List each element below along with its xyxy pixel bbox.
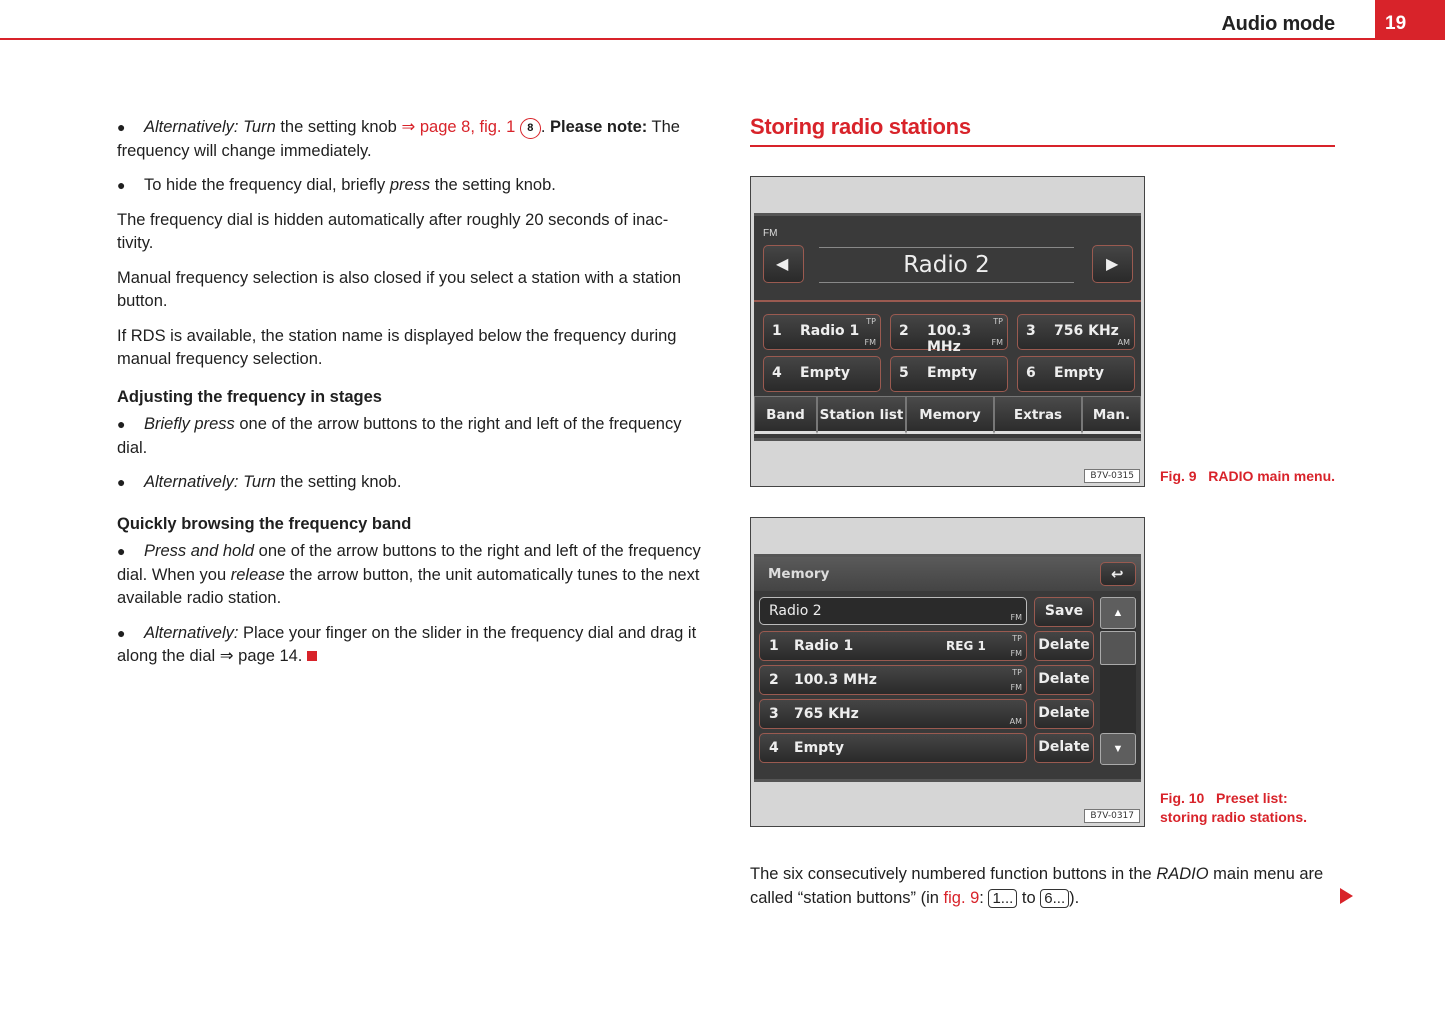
delete-button[interactable]: Delate [1034,699,1094,729]
tab-memory[interactable]: Memory [906,396,994,434]
tab-extras[interactable]: Extras [994,396,1082,434]
preset-region: REG 1 [946,639,986,653]
bullet-icon: ● [117,177,126,193]
preset-row[interactable] [759,665,1027,695]
station-button-label: 756 KHz [1054,323,1119,339]
page-link[interactable]: ⇒ page 14. [219,647,303,665]
arrow-up-icon: ▲ [1112,607,1124,619]
arrow-left-icon: ◀ [776,254,789,273]
delete-button[interactable]: Delate [1034,733,1094,763]
preset-label: Radio 1 [794,638,854,654]
station-button-label: Empty [927,365,977,381]
preset-label: Empty [794,740,844,756]
callout-number-icon: 8 [520,118,541,139]
preset-row[interactable] [759,699,1027,729]
page-number: 19 [1375,0,1445,40]
station-button-num: 2 [899,323,909,339]
bullet-item: ● To hide the frequency dial, briefly press the setting knob. [117,174,702,198]
preset-number: 1 [769,638,779,654]
back-button[interactable] [1100,562,1136,586]
station-button[interactable] [1017,314,1135,350]
section-rule [750,145,1335,147]
station-button-num: 5 [899,365,909,381]
bullet-icon: ● [117,474,126,490]
current-station-field: Radio 2 FM [759,597,1027,625]
preset-tag-bottom: AM [1009,717,1022,726]
radio-screen [754,213,1141,441]
figure-radio-main-menu [750,176,1145,487]
header-rule [0,38,1445,40]
station-button-tag-top: TP [993,317,1003,326]
station-button-tag-bottom: AM [1117,338,1130,347]
end-of-section-icon [307,651,317,661]
arrow-down-icon: ▼ [1112,743,1124,755]
scrollbar[interactable] [1100,597,1136,765]
figure-code: B7V-0315 [1084,469,1140,483]
station-button-tag-bottom: FM [991,338,1003,347]
figure-link[interactable]: fig. 9 [943,888,980,907]
delete-button[interactable]: Delate [1034,665,1094,695]
station-button[interactable] [890,356,1008,392]
bullet-icon: ● [117,543,126,559]
preset-number: 2 [769,672,779,688]
station-button-num: 6 [1026,365,1036,381]
bullet-icon: ● [117,624,126,641]
preset-number: 4 [769,740,779,756]
bullet-icon: ● [117,119,126,135]
continue-arrow-icon [1340,888,1353,904]
tune-next-button[interactable] [1092,245,1133,283]
scroll-thumb[interactable] [1100,631,1136,665]
bullet-item: ● Briefly press one of the arrow buttons to the right and left of the frequency dial. [117,415,682,457]
station-button[interactable] [890,314,1008,355]
figure-code: B7V-0317 [1084,809,1140,823]
paragraph: The frequency dial is hidden automatically after roughly 20 seconds of inac-tivity. [117,210,669,252]
closing-paragraph: The six consecutively numbered function buttons in the RADIO main menu are called “station buttons” (in fig. 9: 1... to 6... ). [750,865,1324,907]
station-button-ref: 1... [988,889,1017,908]
station-button-label: Empty [800,365,850,381]
arrow-right-icon: ▶ [1106,254,1119,273]
band-label: FM [763,228,778,239]
station-button-label: 100.3 MHz [927,323,972,355]
page-link[interactable]: ⇒ page 8, fig. 1 [401,118,516,136]
station-button-num: 3 [1026,323,1036,339]
preset-tag-bottom: FM [1010,683,1022,692]
scroll-down-button[interactable] [1100,733,1136,765]
figure-caption: Fig. 9 RADIO main menu. [1160,468,1336,484]
paragraph: If RDS is available, the station name is displayed below the frequency during manual frequency selection. [117,326,677,368]
station-button[interactable] [1017,356,1135,392]
preset-row[interactable] [759,733,1027,763]
preset-number: 3 [769,706,779,722]
preset-tag-bottom: FM [1010,649,1022,658]
station-button-label: Empty [1054,365,1104,381]
bullet-item: ● Alternatively: Turn the setting knob ⇒ page 8, fig. 1 8 . Please note: The frequency will change immediately. [117,118,680,160]
tab-man[interactable]: Man. [1082,396,1141,434]
preset-row[interactable] [759,631,1027,661]
station-button-tag-bottom: FM [864,338,876,347]
bullet-item: ● Alternatively: Place your finger on the slider in the frequency dial and drag it along the dial ⇒ page 14. [117,623,697,665]
paragraph: Manual frequency selection is also closed if you select a station with a station button. [117,268,682,310]
bullet-item: ● Alternatively: Turn the setting knob. [117,471,702,495]
back-arrow-icon: ↩ [1111,565,1124,583]
preset-tag-top: TP [1012,634,1022,643]
station-button-ref: 6... [1040,889,1069,908]
delete-button[interactable]: Delate [1034,631,1094,661]
subheading: Adjusting the frequency in stages [117,387,382,406]
tab-band[interactable]: Band [754,396,817,434]
bullet-icon: ● [117,416,126,432]
preset-label: 100.3 MHz [794,672,877,688]
station-button[interactable] [763,314,881,350]
frequency-dial-line-top [819,247,1074,248]
subheading: Quickly browsing the frequency band [117,514,412,533]
station-name: Radio 2 [903,252,990,278]
preset-label: 765 KHz [794,706,859,722]
section-title: Storing radio stations [750,114,971,139]
station-button-label: Radio 1 [800,323,860,339]
tune-prev-button[interactable] [763,245,804,283]
station-button[interactable] [763,356,881,392]
station-button-tag-top: TP [866,317,876,326]
divider [754,300,1141,302]
chapter-title: Audio mode [1221,13,1335,35]
save-button[interactable]: Save [1034,597,1094,627]
scroll-up-button[interactable] [1100,597,1136,629]
screen-title: Memory [768,566,830,582]
frequency-dial-line-bottom [819,282,1074,283]
memory-screen [754,554,1141,782]
preset-tag-top: TP [1012,668,1022,677]
station-button-num: 1 [772,323,782,339]
station-button-num: 4 [772,365,782,381]
bullet-item: ● Press and hold one of the arrow buttons to the right and left of the frequency dial. When you release the arrow button, the unit automatically tunes to the next available radio station. [117,542,701,607]
figure-preset-list [750,517,1145,827]
left-column [117,116,702,680]
tab-station-list[interactable]: Station list [817,396,906,434]
figure-caption: Fig. 10 Preset list: storing radio stations. [1160,790,1308,825]
